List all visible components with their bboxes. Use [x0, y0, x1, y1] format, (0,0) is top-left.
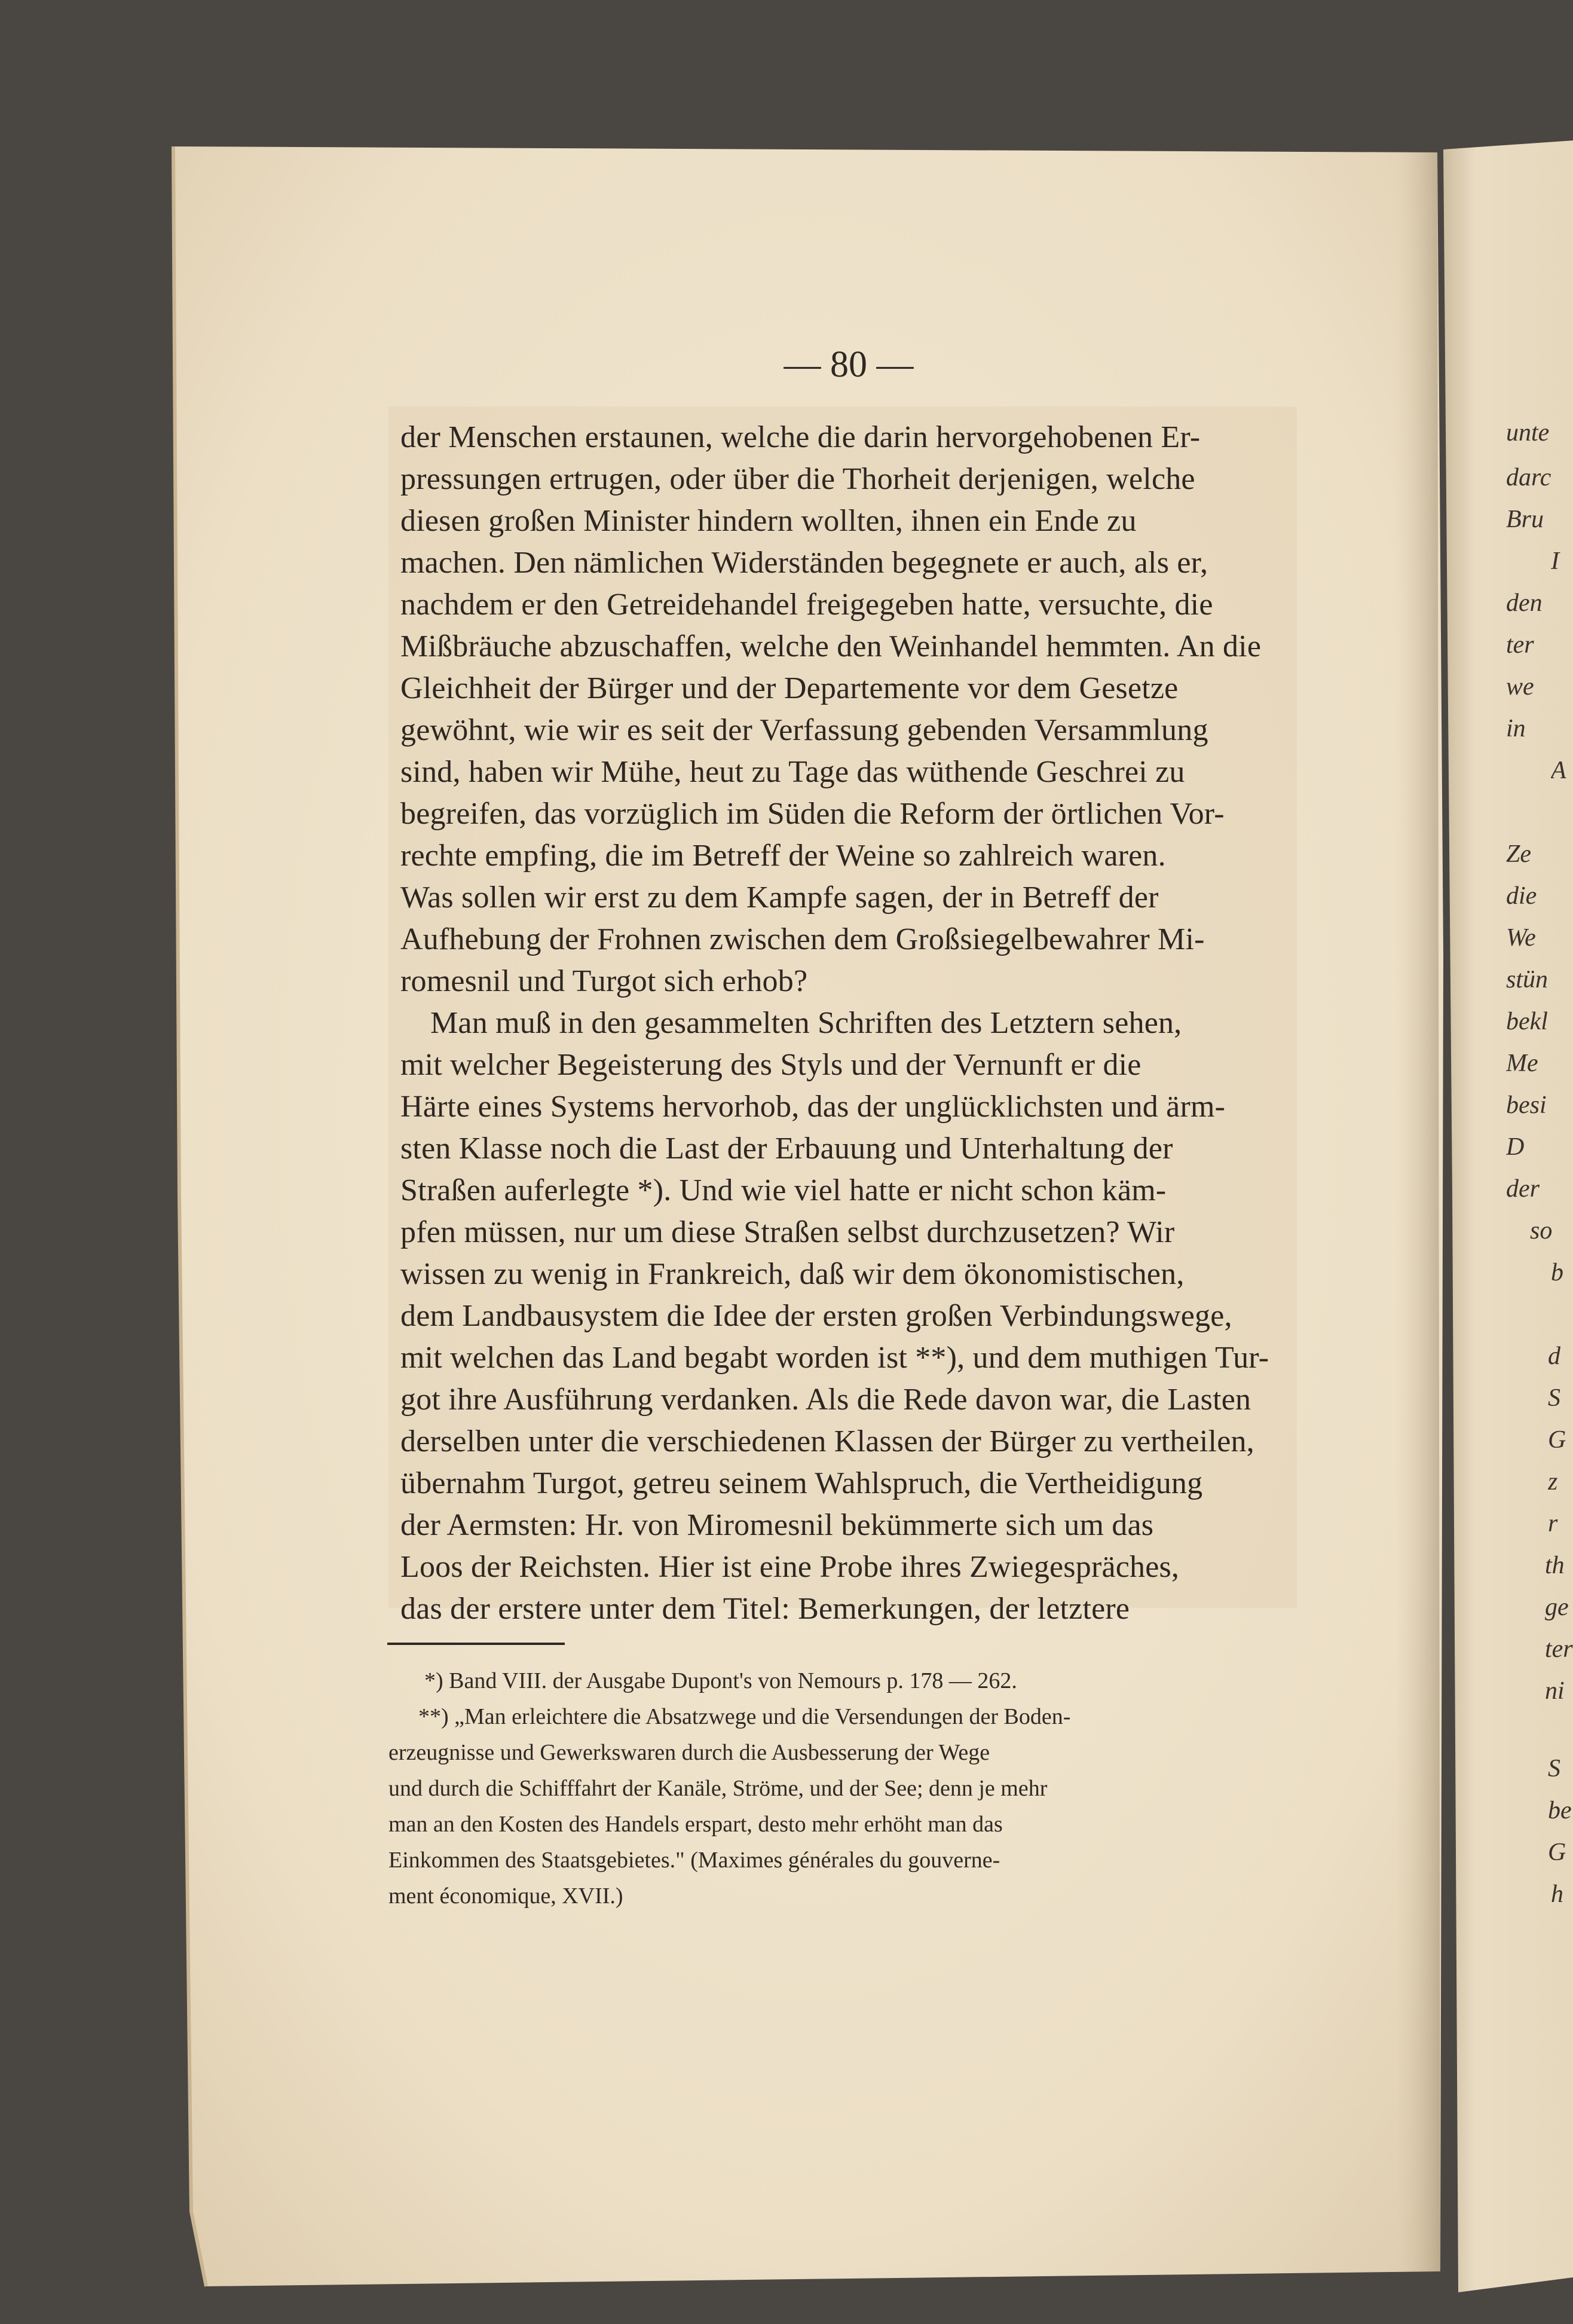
body-line: dem Landbausystem die Idee der ersten großen Verbindungswege,	[400, 1299, 1232, 1333]
footnote-line: ment économique, XVII.)	[388, 1883, 623, 1909]
body-line: Was sollen wir erst zu dem Kampfe sagen, der in Betreff der	[400, 880, 1159, 915]
body-line: sind, haben wir Mühe, heut zu Tage das wüthende Geschrei zu	[400, 755, 1185, 789]
body-line: sten Klasse noch die Last der Erbauung und Unterhaltung der	[400, 1132, 1173, 1166]
next-page-fragment: den	[1506, 589, 1543, 617]
body-line: rechte empfing, die im Betreff der Weine so zahlreich waren.	[400, 839, 1166, 873]
next-page-fragment: h	[1551, 1880, 1563, 1908]
next-page-fragment: so	[1530, 1217, 1553, 1244]
body-line: machen. Den nämlichen Widerständen begegnete er auch, als er,	[400, 546, 1208, 580]
next-page-fragment: G	[1548, 1426, 1566, 1454]
next-page-fragment: unte	[1506, 419, 1550, 447]
body-line: das der erstere unter dem Titel: Bemerkungen, der letztere	[400, 1592, 1130, 1626]
body-line: nachdem er den Getreidehandel freigegeben hatte, versuchte, die	[400, 588, 1213, 622]
body-line: derselben unter die verschiedenen Klassen der Bürger zu vertheilen,	[400, 1424, 1254, 1458]
body-line: Straßen auferlegte *). Und wie viel hatte er nicht schon käm-	[400, 1173, 1167, 1207]
body-line: Man muß in den gesammelten Schriften des Letztern sehen,	[430, 1006, 1182, 1040]
body-line: mit welchen das Land begabt worden ist **), und dem muthigen Tur-	[400, 1341, 1269, 1375]
next-page-fragment: G	[1548, 1839, 1566, 1866]
next-page-fragment: in	[1506, 715, 1526, 742]
next-page-fragment: D	[1506, 1133, 1525, 1161]
footnote-line: *) Band VIII. der Ausgabe Dupont's von Nemours p. 178 — 262.	[424, 1668, 1017, 1693]
body-line: Gleichheit der Bürger und der Departemente vor dem Gesetze	[400, 671, 1179, 705]
body-line: got ihre Ausführung verdanken. Als die Rede davon war, die Lasten	[400, 1383, 1251, 1417]
footnote-line: **) „Man erleichtere die Absatzwege und die Versendungen der Boden-	[418, 1704, 1071, 1729]
next-page-fragment: We	[1506, 924, 1536, 952]
next-page-fragment: r	[1548, 1510, 1558, 1537]
next-page-fragment: der	[1506, 1175, 1540, 1203]
body-line: gewöhnt, wie wir es seit der Verfassung gebenden Versammlung	[400, 713, 1208, 747]
next-page-fragment: S	[1548, 1384, 1560, 1412]
footnote-line: man an den Kosten des Handels erspart, desto mehr erhöht man das	[388, 1812, 1003, 1837]
next-page-fragment: besi	[1506, 1091, 1547, 1119]
next-page-fragment: z	[1548, 1468, 1558, 1496]
next-page-fragment: we	[1506, 673, 1534, 701]
body-line: mit welcher Begeisterung des Styls und der Vernunft er die	[400, 1048, 1142, 1082]
page-number: — 80 —	[784, 344, 914, 385]
footnote-line: Einkommen des Staatsgebietes." (Maximes générales du gouverne-	[388, 1848, 1000, 1873]
body-line: der Aermsten: Hr. von Miromesnil bekümmerte sich um das	[400, 1508, 1154, 1542]
body-line: diesen großen Minister hindern wollten, ihnen ein Ende zu	[400, 504, 1137, 538]
next-page-fragment: d	[1548, 1343, 1560, 1370]
body-line: pfen müssen, nur um diese Straßen selbst durchzusetzen? Wir	[400, 1215, 1175, 1249]
next-page-fragment: b	[1551, 1259, 1563, 1286]
body-line: romesnil und Turgot sich erhob?	[400, 964, 808, 998]
next-page-fragment: Me	[1506, 1050, 1538, 1077]
next-page-fragment: I	[1551, 548, 1559, 575]
next-page-fragment: ge	[1545, 1594, 1569, 1621]
next-page-fragment: darc	[1506, 464, 1551, 491]
body-line: Aufhebung der Frohnen zwischen dem Großsiegelbewahrer Mi-	[400, 922, 1205, 956]
next-page-fragment: be	[1548, 1797, 1572, 1824]
footnote-line: erzeugnisse und Gewerkswaren durch die Ausbesserung der Wege	[388, 1740, 990, 1765]
next-page-fragment: stün	[1506, 966, 1548, 993]
body-line: pressungen ertrugen, oder über die Thorheit derjenigen, welche	[400, 462, 1195, 496]
next-page-fragment: die	[1506, 882, 1537, 910]
next-page-fragment: ter	[1545, 1635, 1573, 1663]
next-page-fragment: Bru	[1506, 506, 1544, 533]
next-page-fragment: Ze	[1506, 840, 1531, 868]
next-page-fragment: bekl	[1506, 1008, 1548, 1035]
body-line: übernahm Turgot, getreu seinem Wahlspruch, die Vertheidigung	[400, 1466, 1203, 1500]
body-line: Loos der Reichsten. Hier ist eine Probe ihres Zwiegespräches,	[400, 1550, 1180, 1584]
body-line: Mißbräuche abzuschaffen, welche den Weinhandel hemmten. An die	[400, 629, 1262, 663]
body-line: wissen zu wenig in Frankreich, daß wir dem ökonomistischen,	[400, 1257, 1185, 1291]
next-page-fragment: th	[1545, 1552, 1565, 1579]
body-line: begreifen, das vorzüglich im Süden die Reform der örtlichen Vor-	[400, 797, 1225, 831]
next-page-fragment: ni	[1545, 1677, 1565, 1705]
footnote-line: und durch die Schifffahrt der Kanäle, Ströme, und der See; denn je mehr	[388, 1776, 1048, 1801]
body-line: Härte eines Systems hervorhob, das der unglücklichsten und ärm-	[400, 1090, 1226, 1124]
next-page-fragment: S	[1548, 1755, 1560, 1782]
body-line: der Menschen erstaunen, welche die darin hervorgehobenen Er-	[400, 420, 1201, 454]
next-page-fragment: ter	[1506, 631, 1534, 659]
next-page-fragment: A	[1551, 757, 1566, 784]
